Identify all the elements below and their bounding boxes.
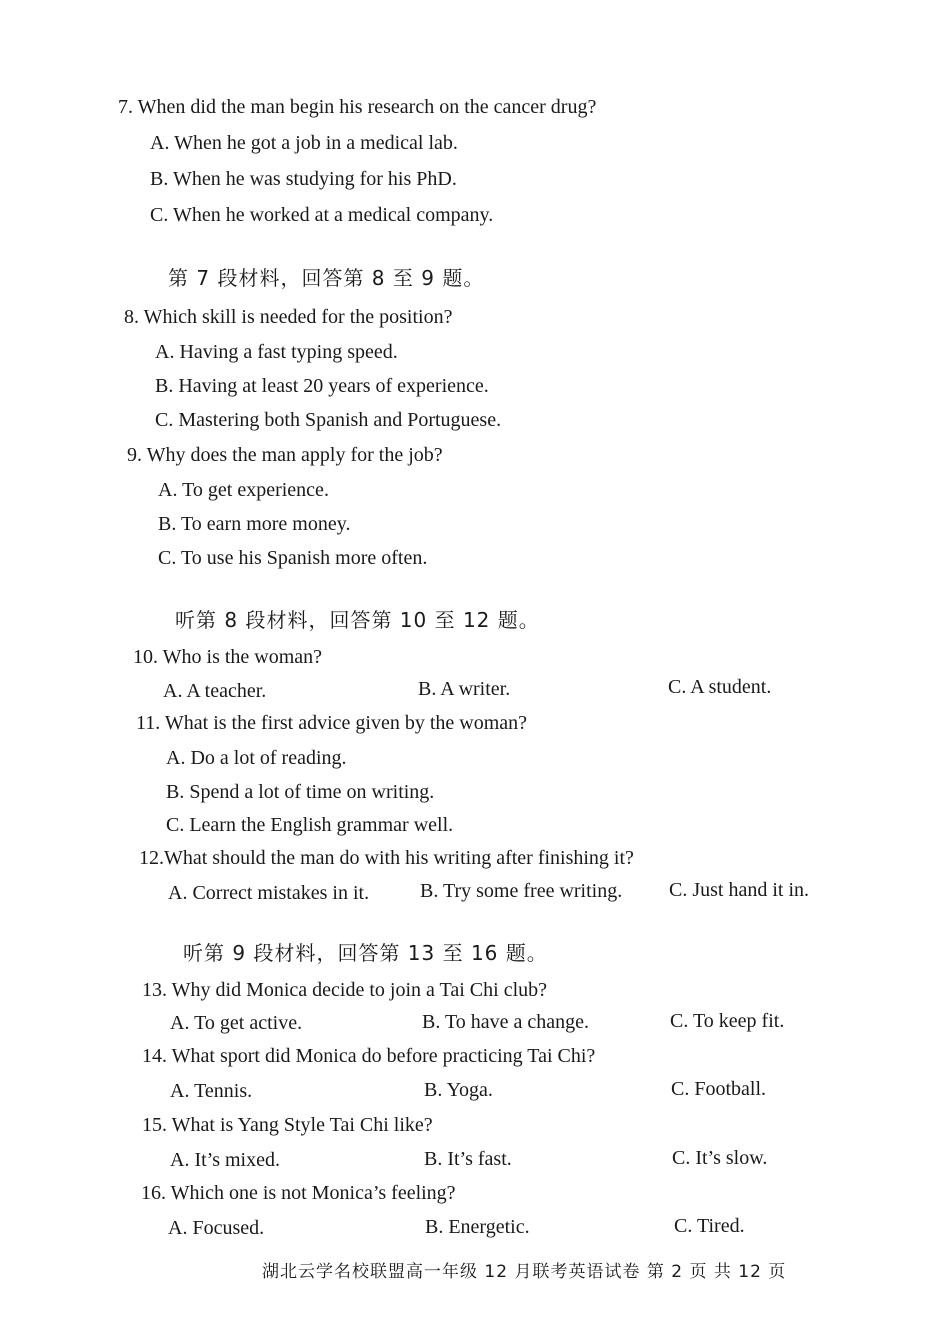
question-9-stem: 9. Why does the man apply for the job? (127, 444, 443, 466)
section-8-header: 听第 8 段材料，回答第 10 至 12 题。 (175, 608, 540, 632)
question-11-option-a: A. Do a lot of reading. (166, 747, 347, 769)
question-13-option-c: C. To keep fit. (670, 1010, 785, 1032)
question-11-stem: 11. What is the first advice given by the woman? (136, 712, 528, 734)
question-7-option-a: A. When he got a job in a medical lab. (150, 132, 458, 154)
question-14-option-c: C. Football. (671, 1078, 767, 1100)
question-9-option-b: B. To earn more money. (158, 513, 351, 535)
question-11-option-b: B. Spend a lot of time on writing. (166, 781, 435, 803)
question-13-stem: 13. Why did Monica decide to join a Tai Chi club? (142, 979, 547, 1001)
question-15-option-a: A. It’s mixed. (170, 1149, 280, 1171)
question-8-option-c: C. Mastering both Spanish and Portuguese. (155, 409, 502, 431)
question-13-option-b: B. To have a change. (422, 1011, 590, 1033)
question-14-stem: 14. What sport did Monica do before practicing Tai Chi? (142, 1045, 596, 1067)
section-7-header: 第 7 段材料，回答第 8 至 9 题。 (168, 266, 485, 290)
question-16-option-c: C. Tired. (674, 1215, 745, 1237)
question-14-option-a: A. Tennis. (170, 1080, 253, 1102)
question-8-stem: 8. Which skill is needed for the position? (124, 306, 453, 328)
question-10-option-a: A. A teacher. (163, 680, 267, 702)
question-15-option-c: C. It’s slow. (672, 1147, 768, 1169)
question-7-stem: 7. When did the man begin his research on the cancer drug? (118, 96, 597, 118)
question-10-option-b: B. A writer. (418, 678, 511, 700)
section-9-header: 听第 9 段材料，回答第 13 至 16 题。 (183, 941, 548, 965)
question-9-option-a: A. To get experience. (158, 479, 329, 501)
question-16-option-b: B. Energetic. (425, 1216, 530, 1238)
question-15-option-b: B. It’s fast. (424, 1148, 512, 1170)
question-8-option-b: B. Having at least 20 years of experience. (155, 375, 489, 397)
question-12-option-c: C. Just hand it in. (669, 879, 810, 901)
question-13-option-a: A. To get active. (170, 1012, 303, 1034)
question-7-option-c: C. When he worked at a medical company. (150, 204, 494, 226)
question-16-stem: 16. Which one is not Monica’s feeling? (141, 1182, 456, 1204)
question-7-option-b: B. When he was studying for his PhD. (150, 168, 457, 190)
question-10-option-c: C. A student. (668, 676, 772, 698)
question-12-option-b: B. Try some free writing. (420, 880, 623, 902)
question-15-stem: 15. What is Yang Style Tai Chi like? (142, 1114, 433, 1136)
question-8-option-a: A. Having a fast typing speed. (155, 341, 398, 363)
page-footer: 湖北云学名校联盟高一年级 12 月联考英语试卷 第 2 页 共 12 页 (262, 1262, 787, 1282)
question-14-option-b: B. Yoga. (424, 1079, 493, 1101)
question-11-option-c: C. Learn the English grammar well. (166, 814, 454, 836)
question-10-stem: 10. Who is the woman? (133, 646, 323, 668)
question-16-option-a: A. Focused. (168, 1217, 265, 1239)
question-12-option-a: A. Correct mistakes in it. (168, 882, 370, 904)
question-9-option-c: C. To use his Spanish more often. (158, 547, 428, 569)
question-12-stem: 12.What should the man do with his writing after finishing it? (139, 847, 634, 869)
